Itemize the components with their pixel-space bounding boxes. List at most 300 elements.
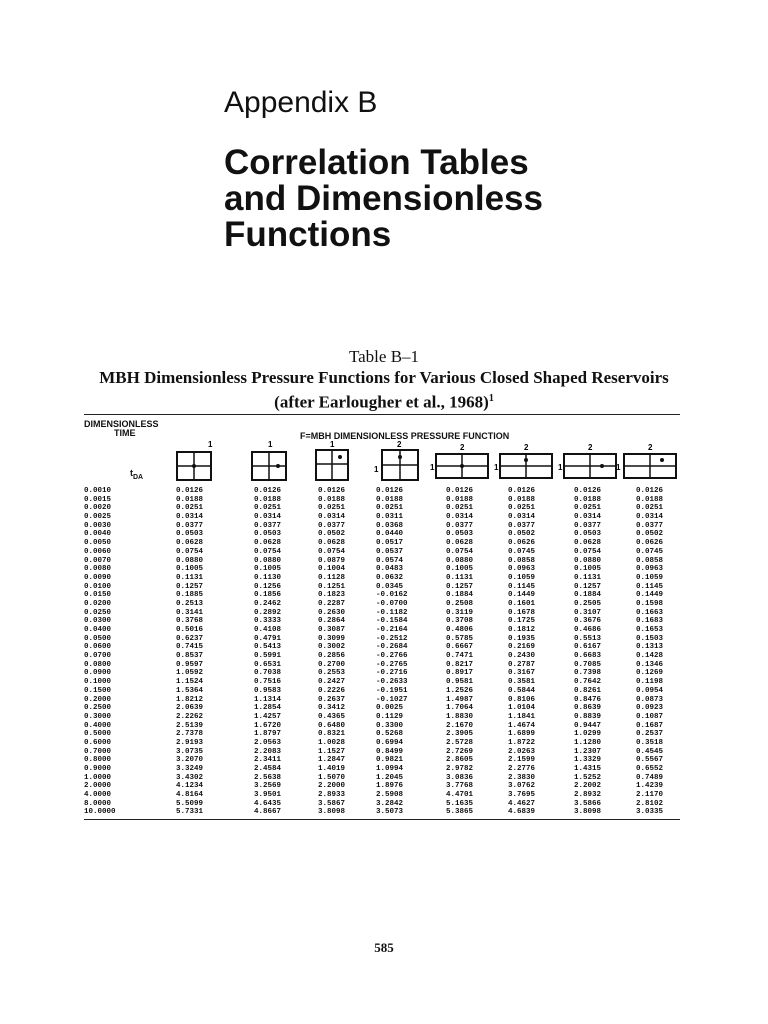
table-cell: 0.0188	[636, 495, 664, 504]
table-cell: 1.0000	[84, 773, 112, 782]
table-cell: 0.5413	[254, 643, 282, 652]
table-cell: 0.0745	[636, 547, 664, 556]
table-cell: 0.0080	[84, 565, 112, 574]
table-cell: -0.2765	[376, 660, 408, 669]
table-cell: 0.0400	[84, 626, 112, 634]
chapter-title-line: Correlation Tables	[224, 143, 529, 182]
table-cell: 0.0628	[318, 539, 346, 548]
table-cell: 0.1683	[636, 617, 664, 626]
table-cell: -0.2684	[376, 643, 408, 652]
svg-text:1: 1	[430, 463, 435, 472]
table-cell: 0.0314	[574, 513, 602, 522]
table-cell: 2.7269	[446, 747, 474, 756]
table-cell: 0.1005	[176, 565, 204, 574]
table-cell: 2.8102	[636, 799, 664, 808]
table-cell: 0.3333	[254, 617, 282, 626]
table-cell: 10.0000	[84, 808, 116, 817]
svg-text:2: 2	[524, 443, 529, 452]
table-cell: 0.1257	[574, 582, 602, 591]
table-cell: 0.0754	[176, 547, 204, 556]
table-cell: 0.0251	[318, 504, 346, 513]
table-cell: 0.1129	[376, 712, 404, 721]
table-cell: 0.1251	[318, 582, 346, 591]
table-cell: 0.7038	[254, 669, 282, 678]
table-cell: 0.6552	[636, 765, 664, 773]
function-column-8	[636, 487, 663, 817]
table-cell: 0.6531	[254, 660, 282, 669]
table-cell: 0.7516	[254, 678, 282, 687]
table-cell: 0.0251	[574, 504, 602, 513]
svg-text:1: 1	[494, 463, 499, 472]
table-cell: 0.0015	[84, 495, 112, 504]
table-cell: 0.1087	[636, 712, 664, 721]
table-cell: 0.0250	[84, 608, 112, 617]
table-cell: 0.4000	[84, 721, 112, 730]
table-cell: 0.6683	[574, 652, 602, 661]
svg-text:1: 1	[268, 440, 273, 449]
table-cell: 0.1000	[84, 678, 112, 687]
table-cell: 2.0000	[84, 782, 112, 791]
table-cell: 0.0500	[84, 634, 112, 643]
shape-diagram-square-center	[175, 440, 215, 482]
table-cell: -0.1951	[376, 686, 408, 695]
table-cell: 0.0440	[376, 530, 404, 539]
table-cell: 0.8000	[84, 756, 112, 765]
svg-text:2: 2	[397, 440, 402, 449]
table-cell: -0.1027	[376, 695, 408, 704]
table-cell: 0.0754	[446, 547, 474, 556]
table-cell: 0.1130	[254, 573, 282, 582]
table-cell: 3.5866	[574, 799, 602, 808]
table-cell: 0.8537	[176, 652, 204, 661]
table-cell: 1.0299	[574, 730, 602, 739]
table-cell: 0.8917	[446, 669, 474, 678]
table-cell: 0.0126	[574, 487, 602, 495]
table-cell: 0.5991	[254, 652, 282, 661]
tda-subscript: DA	[133, 473, 144, 481]
table-cell: 1.8722	[508, 738, 536, 747]
chapter-title-line: Functions	[224, 215, 392, 254]
table-cell: 0.4791	[254, 634, 282, 643]
table-cell: 2.3905	[446, 730, 474, 739]
table-cell: 1.2045	[376, 773, 404, 782]
table-cell: 0.0880	[254, 556, 282, 565]
time-header-line1: DIMENSIONLESS	[84, 419, 159, 429]
table-cell: 0.2553	[318, 669, 346, 678]
table-cell: 1.5252	[574, 773, 602, 782]
table-cell: 0.1598	[636, 599, 664, 608]
table-cell: 0.0100	[84, 582, 112, 591]
table-caption	[60, 367, 708, 413]
table-cell: 0.0879	[318, 556, 346, 565]
table-cell: 0.0880	[446, 556, 474, 565]
table-cell: 0.0517	[376, 539, 404, 548]
function-column-4	[376, 487, 408, 817]
svg-text:2: 2	[648, 443, 653, 452]
table-cell: 0.7642	[574, 678, 602, 687]
table-cell: 0.0030	[84, 521, 112, 530]
table-cell: 0.0503	[254, 530, 282, 539]
table-cell: 2.0563	[254, 738, 282, 747]
table-cell: 0.6667	[446, 643, 474, 652]
table-cell: 3.0335	[636, 808, 664, 817]
table-cell: -0.1584	[376, 617, 408, 626]
shape-diagram-rect-corner	[614, 440, 678, 482]
table-cell: 3.8098	[318, 808, 346, 817]
table-cell: 1.0104	[508, 704, 536, 713]
caption-line-2-text: (after Earlougher et al., 1968)	[274, 392, 489, 412]
table-cell: 0.6994	[376, 738, 404, 747]
table-cell: 0.7398	[574, 669, 602, 678]
table-cell: 0.3119	[446, 608, 474, 617]
table-cell: 0.0745	[508, 547, 536, 556]
table-cell: 1.8976	[376, 782, 404, 791]
table-cell: 0.1428	[636, 652, 664, 661]
table-cell: 2.2002	[574, 782, 602, 791]
table-cell: 5.5099	[176, 799, 204, 808]
table-cell: 3.2070	[176, 756, 204, 765]
table-cell: 1.5070	[318, 773, 346, 782]
table-cell: 0.0963	[636, 565, 664, 574]
table-cell: 0.2537	[636, 730, 664, 739]
appendix-label: Appendix B	[224, 86, 378, 119]
table-cell: -0.0700	[376, 599, 408, 608]
table-cell: 0.0754	[318, 547, 346, 556]
table-cell: 0.0483	[376, 565, 404, 574]
table-cell: 2.8933	[318, 791, 346, 800]
table-cell: 0.9000	[84, 765, 112, 773]
table-cell: 0.1725	[508, 617, 536, 626]
table-cell: 0.3676	[574, 617, 602, 626]
table-cell: 0.1823	[318, 591, 346, 600]
shape-diagram-square-offcenter	[250, 440, 290, 482]
table-cell: 0.2637	[318, 695, 346, 704]
table-cell: 1.2526	[446, 686, 474, 695]
table-cell: 3.2569	[254, 782, 282, 791]
table-cell: 0.0502	[508, 530, 536, 539]
function-column-1	[176, 487, 203, 817]
table-cell: 1.1280	[574, 738, 602, 747]
table-cell: 2.5638	[254, 773, 282, 782]
table-cell: 0.3107	[574, 608, 602, 617]
table-cell: 0.0954	[636, 686, 664, 695]
table-cell: 0.0314	[176, 513, 204, 522]
table-cell: 0.1687	[636, 721, 664, 730]
table-cell: 0.1005	[254, 565, 282, 574]
table-cell: 0.2630	[318, 608, 346, 617]
table-cell: 0.2864	[318, 617, 346, 626]
table-cell: 0.0377	[254, 521, 282, 530]
table-cell: 0.0251	[254, 504, 282, 513]
table-cell: 0.0537	[376, 547, 404, 556]
table-cell: 2.9782	[446, 765, 474, 773]
table-bottom-rule	[84, 819, 680, 820]
shape-diagram-rect-center	[428, 440, 490, 482]
table-cell: 0.1884	[574, 591, 602, 600]
table-cell: 0.0700	[84, 652, 112, 661]
table-cell: 0.1257	[446, 582, 474, 591]
table-cell: 2.3411	[254, 756, 282, 765]
table-cell: 0.0050	[84, 539, 112, 548]
table-cell: 0.3000	[84, 712, 112, 721]
table-cell: 0.8476	[574, 695, 602, 704]
table-cell: 0.7471	[446, 652, 474, 661]
table-cell: 1.8212	[176, 695, 204, 704]
table-cell: 0.8499	[376, 747, 404, 756]
table-cell: 4.8667	[254, 808, 282, 817]
table-cell: 0.0188	[508, 495, 536, 504]
table-cell: 0.2169	[508, 643, 536, 652]
table-cell: 0.0600	[84, 643, 112, 652]
table-cell: 0.1131	[446, 573, 474, 582]
table-cell: 0.1198	[636, 678, 664, 687]
table-top-rule	[84, 414, 680, 415]
table-cell: 2.8605	[446, 756, 474, 765]
table-cell: 4.8164	[176, 791, 204, 800]
table-cell: 3.3249	[176, 765, 204, 773]
table-cell: 0.0314	[254, 513, 282, 522]
table-cell: 0.0626	[508, 539, 536, 548]
table-cell: 1.4315	[574, 765, 602, 773]
table-cell: 0.0126	[318, 487, 346, 495]
table-cell: 0.1128	[318, 573, 346, 582]
table-cell: 0.0377	[446, 521, 474, 530]
table-cell: 2.8932	[574, 791, 602, 800]
table-cell: 0.1313	[636, 643, 664, 652]
table-cell: 0.0345	[376, 582, 404, 591]
table-cell: 0.2856	[318, 652, 346, 661]
table-cell: 0.0628	[176, 539, 204, 548]
table-cell: 3.7695	[508, 791, 536, 800]
caption-line-1: MBH Dimensionless Pressure Functions for Various Closed Shaped Reservoirs	[99, 368, 669, 387]
table-cell: 0.0503	[176, 530, 204, 539]
table-cell: 0.3518	[636, 738, 664, 747]
table-cell: 0.0314	[508, 513, 536, 522]
tda-symbol: t	[130, 468, 133, 478]
table-cell: 2.0639	[176, 704, 204, 713]
table-cell: -0.2633	[376, 678, 408, 687]
function-column-6	[508, 487, 535, 817]
table-cell: 0.0377	[318, 521, 346, 530]
chapter-title	[224, 145, 543, 253]
table-cell: 3.7768	[446, 782, 474, 791]
table-cell: 0.0126	[176, 487, 204, 495]
table-cell: 0.3141	[176, 608, 204, 617]
table-cell: -0.2766	[376, 652, 408, 661]
table-cell: 0.3002	[318, 643, 346, 652]
table-cell: 0.8839	[574, 712, 602, 721]
table-cell: 0.1059	[508, 573, 536, 582]
table-cell: 0.2427	[318, 678, 346, 687]
table-cell: 0.0314	[318, 513, 346, 522]
table-cell: 2.9193	[176, 738, 204, 747]
svg-text:1: 1	[330, 440, 335, 449]
table-cell: 0.4365	[318, 712, 346, 721]
table-cell: 0.0090	[84, 573, 112, 582]
table-cell: 3.0836	[446, 773, 474, 782]
table-cell: 0.0923	[636, 704, 664, 713]
table-cell: 1.1527	[318, 747, 346, 756]
table-cell: 0.0880	[176, 556, 204, 565]
table-cell: 0.1601	[508, 599, 536, 608]
function-header: F=MBH DIMENSIONLESS PRESSURE FUNCTION	[300, 431, 510, 441]
svg-text:2: 2	[588, 443, 593, 452]
table-cell: 1.8797	[254, 730, 282, 739]
table-cell: 0.3167	[508, 669, 536, 678]
table-cell: 0.7000	[84, 747, 112, 756]
table-cell: 3.5867	[318, 799, 346, 808]
table-cell: 0.5785	[446, 634, 474, 643]
table-cell: 0.2787	[508, 660, 536, 669]
table-cell: 4.6435	[254, 799, 282, 808]
table-cell: 0.1004	[318, 565, 346, 574]
table-cell: 0.1856	[254, 591, 282, 600]
table-cell: 0.0251	[376, 504, 404, 513]
table-cell: 0.0126	[446, 487, 474, 495]
table-cell: 0.8217	[446, 660, 474, 669]
table-cell: 0.0010	[84, 487, 112, 495]
table-cell: 0.2287	[318, 599, 346, 608]
caption-reference: 1	[488, 393, 494, 404]
table-cell: 0.1131	[176, 573, 204, 582]
table-cell: 0.1885	[176, 591, 204, 600]
table-cell: 1.4239	[636, 782, 664, 791]
table-cell: 0.0070	[84, 556, 112, 565]
table-cell: 0.1663	[636, 608, 664, 617]
table-cell: 0.2700	[318, 660, 346, 669]
table-cell: 4.6839	[508, 808, 536, 817]
table-cell: 0.0880	[574, 556, 602, 565]
table-cell: 0.6480	[318, 721, 346, 730]
table-cell: 1.1314	[254, 695, 282, 704]
table-cell: 0.0314	[636, 513, 664, 522]
table-cell: 2.5139	[176, 721, 204, 730]
function-column-5	[446, 487, 473, 817]
table-cell: 0.0800	[84, 660, 112, 669]
table-cell: 0.7489	[636, 773, 664, 782]
table-cell: -0.2164	[376, 626, 408, 634]
shape-diagram-rect-quarter	[492, 440, 554, 482]
table-cell: 0.1005	[446, 565, 474, 574]
table-cell: 0.2226	[318, 686, 346, 695]
table-cell: 0.1005	[574, 565, 602, 574]
table-cell: 0.2892	[254, 608, 282, 617]
table-cell: -0.2512	[376, 634, 408, 643]
table-cell: 8.0000	[84, 799, 112, 808]
table-cell: 0.0377	[636, 521, 664, 530]
table-cell: 1.7064	[446, 704, 474, 713]
table-cell: 1.2854	[254, 704, 282, 713]
table-cell: 0.5844	[508, 686, 536, 695]
table-cell: 0.0200	[84, 599, 112, 608]
table-cell: 2.1670	[446, 721, 474, 730]
table-cell: 0.3581	[508, 678, 536, 687]
table-cell: 0.1500	[84, 686, 112, 695]
table-cell: 1.4257	[254, 712, 282, 721]
table-cell: 1.0994	[376, 765, 404, 773]
table-cell: 4.0000	[84, 791, 112, 800]
table-cell: 2.7378	[176, 730, 204, 739]
table-cell: 0.7415	[176, 643, 204, 652]
table-cell: 0.1884	[446, 591, 474, 600]
table-cell: 0.0963	[508, 565, 536, 574]
shape-diagram-rect-end	[556, 440, 618, 482]
table-cell: 0.5016	[176, 626, 204, 634]
table-cell: 0.1678	[508, 608, 536, 617]
table-cell: 4.4627	[508, 799, 536, 808]
table-cell: 0.0300	[84, 617, 112, 626]
table-cell: 2.5728	[446, 738, 474, 747]
table-cell: 0.1269	[636, 669, 664, 678]
table-cell: 0.4108	[254, 626, 282, 634]
table-cell: 2.2776	[508, 765, 536, 773]
tda-label	[130, 468, 143, 481]
table-cell: 1.1524	[176, 678, 204, 687]
time-header-line2: TIME	[114, 428, 136, 438]
table-cell: 0.9597	[176, 660, 204, 669]
table-cell: 0.0754	[574, 547, 602, 556]
table-cell: 0.0025	[376, 704, 404, 713]
table-cell: 0.0060	[84, 547, 112, 556]
table-cell: 0.0377	[574, 521, 602, 530]
table-cell: 0.2430	[508, 652, 536, 661]
table-cell: 0.5000	[84, 730, 112, 739]
table-cell: 0.0858	[508, 556, 536, 565]
table-cell: 0.3087	[318, 626, 346, 634]
table-cell: 0.9447	[574, 721, 602, 730]
table-cell: 2.3830	[508, 773, 536, 782]
table-cell: 0.0188	[254, 495, 282, 504]
table-cell: 0.2508	[446, 599, 474, 608]
table-cell: 0.0251	[176, 504, 204, 513]
table-cell: 0.1503	[636, 634, 664, 643]
table-cell: 5.3865	[446, 808, 474, 817]
table-cell: -0.0162	[376, 591, 408, 600]
table-cell: 0.0503	[574, 530, 602, 539]
table-cell: 0.0126	[254, 487, 282, 495]
table-cell: 0.0126	[376, 487, 404, 495]
table-cell: 0.7085	[574, 660, 602, 669]
table-cell: 0.8261	[574, 686, 602, 695]
table-cell: 1.4674	[508, 721, 536, 730]
table-cell: 0.0020	[84, 504, 112, 513]
time-column-header	[84, 420, 159, 438]
svg-text:2: 2	[460, 443, 465, 452]
table-cell: 0.0628	[446, 539, 474, 548]
table-cell: 0.1812	[508, 626, 536, 634]
table-cell: 0.0626	[636, 539, 664, 548]
table-cell: 0.0150	[84, 591, 112, 600]
table-cell: 1.6720	[254, 721, 282, 730]
function-column-7	[574, 487, 601, 817]
chapter-title-line: and Dimensionless	[224, 179, 543, 218]
table-cell: 1.8830	[446, 712, 474, 721]
page-number: 585	[374, 940, 394, 955]
table-cell: 0.6237	[176, 634, 204, 643]
table-cell: 0.0251	[446, 504, 474, 513]
table-cell: 0.0251	[508, 504, 536, 513]
table-cell: 0.0900	[84, 669, 112, 678]
table-cell: 0.1059	[636, 573, 664, 582]
table-label: Table B–1	[348, 347, 420, 366]
table-cell: 0.8639	[574, 704, 602, 713]
table-cell: 0.0314	[446, 513, 474, 522]
table-cell: 0.4806	[446, 626, 474, 634]
table-cell: 0.0628	[254, 539, 282, 548]
table-cell: 0.0574	[376, 556, 404, 565]
table-cell: 1.4987	[446, 695, 474, 704]
svg-text:1: 1	[616, 463, 621, 472]
